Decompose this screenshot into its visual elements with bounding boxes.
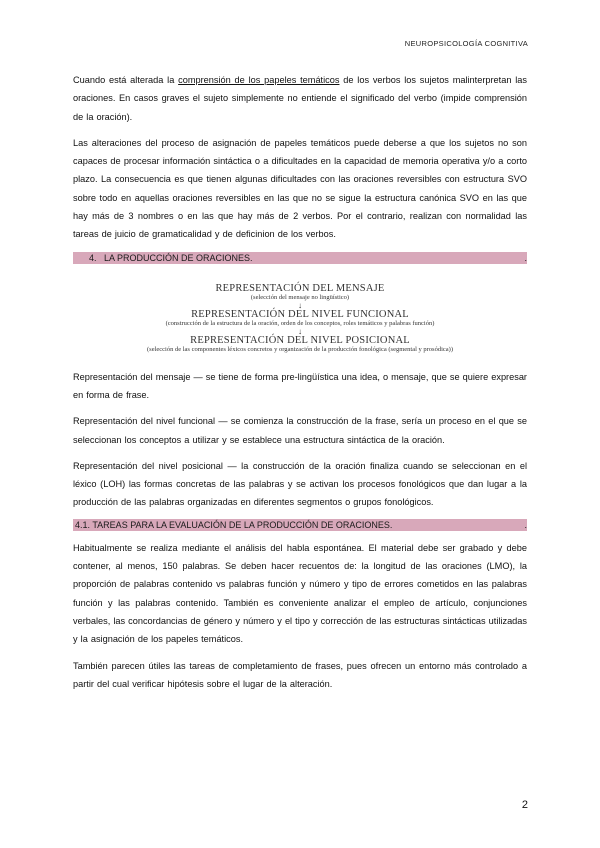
diagram-level-mensaje-subtitle: (selección del mensaje no lingüístico) [250, 293, 350, 301]
paragraph-nivel-funcional: Representación del nivel funcional — se comienza la construcción de la frase, sería un proceso en el que se seleccionan los conceptos a utilizar y se establece una estructura sintáctica de la oración. [73, 416, 527, 445]
section-title: LA PRODUCCIÓN DE ORACIONES. [104, 252, 253, 263]
paragraph-nivel-posicional: Representación del nivel posicional — la construcción de la oración finaliza cuando se seleccionan en el léxico (LOH) las formas concretas de las palabras y se activan los procesos fonológicos que dan lugar a la producción de las palabras organizadas en diferentes segmentos o grupos fonológicos. [73, 460, 527, 508]
paragraph-mensaje: Representación del mensaje — se tiene de forma pre-lingüística una idea, o mensaje, que se quiere expresar en forma de frase. [73, 371, 527, 400]
paragraph-completamiento: También parecen útiles las tareas de completamiento de frases, pues ofrecen un entorno más controlado a partir del cual verificar hipótesis sobre el lugar de la alteración. [73, 660, 527, 689]
section-heading-4-1 [73, 519, 527, 531]
diagram-level-posicional-title: REPRESENTACIÓN DEL NIVEL POSICIONAL [190, 334, 410, 346]
production-levels-diagram [73, 283, 527, 354]
paragraph-alteraciones: Las alteraciones del proceso de asignación de papeles temáticos puede deberse a que los sujetos no son capaces de procesar información sintáctica o a dificultades en la capacidad de memoria operativa y/o a corto plazo. La consecuencia es que tienen algunas dificultades con las oraciones reversibles con estructura SVO sobre todo en aquellas oraciones reversibles en las que no se sigue la estructura canónica SVO en las que hay más de 3 nombres o en las que hay más de 2 verbos. Por el contrario, realizan con normalidad las tareas de juicio de gramaticalidad y de deficinion de los verbos. [73, 137, 527, 240]
paragraph-habla-espontanea: Habitualmente se realiza mediante el análisis del habla espontánea. El material debe ser grabado y debe contener, al menos, 150 palabras. Se deben hacer recuentos de: la longitud de las oraciones (LMO), la proporción de palabras contenido vs palabras función y número y tipo de errores cometidos en las palabras función y las palabras contenido. También es conveniente analizar el empleo de artículo, conjunciones verbales, las concordancias de género y número y el tipo y corrección de las estructuras sintácticas utilizadas y la asignación de los papeles temáticos. [73, 542, 527, 645]
section-heading-trail: . [524, 252, 527, 263]
section-title: 4.1. TAREAS PARA LA EVALUACIÓN DE LA PRODUCCIÓN DE ORACIONES. [75, 519, 393, 530]
page-number: 2 [521, 799, 528, 811]
underlined-phrase: comprensión de los papeles temáticos [178, 75, 340, 85]
diagram-level-funcional-subtitle: (construcción de la estructura de la oración, orden de los conceptos, roles temáticos y palabras función) [165, 319, 435, 327]
diagram-level-posicional-subtitle: (selección de las componentes léxicos concretos y organización de la producción fonológica (segmental y prosódica)) [147, 345, 453, 353]
paragraph-papeles-tematicos [73, 71, 527, 126]
section-heading-4 [73, 252, 527, 264]
diagram-arrow-down-icon: ↓ [298, 300, 302, 310]
diagram-level-mensaje-title: REPRESENTACIÓN DEL MENSAJE [215, 282, 385, 294]
diagram-level-funcional-title: REPRESENTACIÓN DEL NIVEL FUNCIONAL [191, 308, 409, 320]
para1-text-after: de los verbos los sujetos malinterpretan las oraciones. En casos graves el sujeto simplemente no entiende el significado del verbo (impide comprensión de la oración). [73, 75, 527, 122]
running-header: NEUROPSICOLOGÍA COGNITIVA [404, 39, 528, 48]
section-number: 4. [89, 252, 97, 263]
page-content [73, 71, 527, 693]
section-heading-trail: . [524, 519, 527, 530]
para1-text-before: Cuando está alterada la [73, 75, 179, 85]
diagram-arrow-down-icon: ↓ [298, 326, 302, 336]
